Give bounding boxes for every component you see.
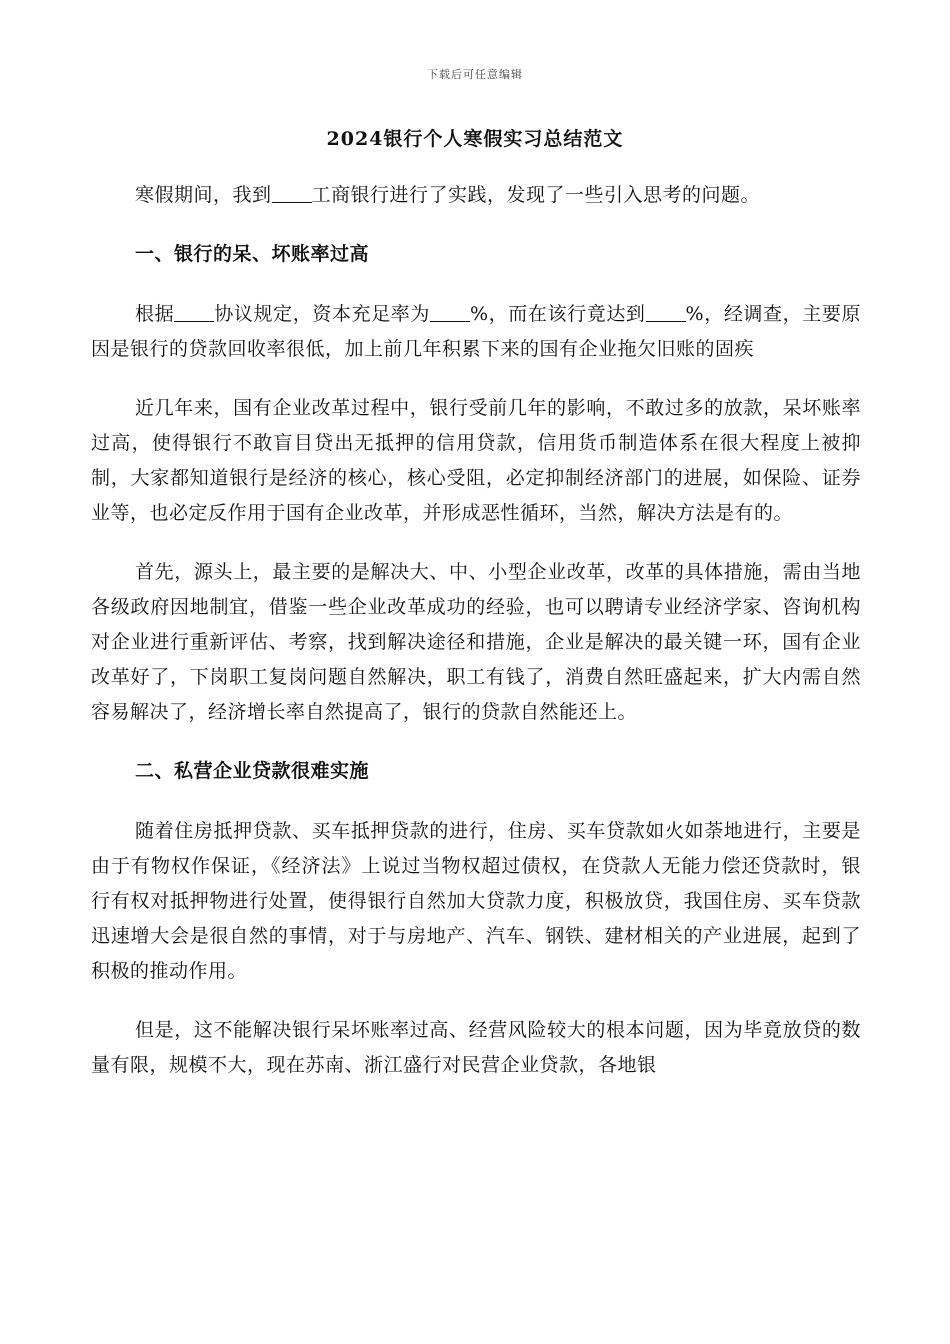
intro-paragraph: [91, 178, 861, 213]
document-title: 2024银行个人寒假实习总结范文: [326, 128, 624, 150]
intro-text-start: 寒假期间，我到: [135, 184, 272, 206]
p1-part4: %，经调查，主要原因是银行的贷款回收率很低，加上前几年积累下来的国有企业拖欠旧账的固疾: [91, 303, 861, 360]
fill-blank: [430, 302, 470, 322]
fill-blank: [272, 183, 312, 203]
paragraph-3: 首先，源头上，最主要的是解决大、中、小型企业改革，改革的具体措施，需由当地各级政府因地制宜，借鉴一些企业改革成功的经验，也可以聘请专业经济学家、咨询机构对企业进行重新评估、考察，找到解决途径和措施，企业是解决的最关键一环，国有企业改革好了，下岗职工复岗问题自然解决，职工有钱了，消费自然旺盛起来，扩大内需自然容易解决了，经济增长率自然提高了，银行的贷款自然能还上。: [91, 561, 861, 723]
paragraph-1: [91, 297, 861, 367]
paragraph-2: 近几年来，国有企业改革过程中，银行受前几年的影响，不敢过多的放款，呆坏账率过高，使得银行不敢盲目贷出无抵押的信用贷款，信用货币制造体系在很大程度上被抑制，大家都知道银行是经济的核心，核心受阻，必定抑制经济部门的进展，如保险、证券业等，也必定反作用于国有企业改革，并形成恶性循环，当然，解决方法是有的。: [91, 397, 861, 524]
p1-part1: 根据: [135, 303, 175, 325]
section-heading-2: 二、私营企业贷款很难实施: [135, 760, 370, 782]
page-header-note: 下载后可任意编辑: [427, 68, 523, 81]
p1-part3: %，而在该行竟达到: [470, 303, 646, 325]
fill-blank: [174, 302, 214, 322]
section-heading-1: 一、银行的呆、坏账率过高: [135, 243, 370, 265]
intro-text-end: 工商银行进行了实践，发现了一些引入思考的问题。: [311, 184, 761, 206]
paragraph-5: 但是，这不能解决银行呆坏账率过高、经营风险较大的根本问题，因为毕竟放贷的数量有限，规模不大，现在苏南、浙江盛行对民营企业贷款，各地银: [91, 1019, 861, 1076]
document-body: [91, 178, 861, 1107]
paragraph-4: 随着住房抵押贷款、买车抵押贷款的进行，住房、买车贷款如火如荼地进行，主要是由于有物权作保证，《经济法》上说过当物权超过债权，在贷款人无能力偿还贷款时，银行有权对抵押物进行处置，使得银行自然加大贷款力度，积极放贷，我国住房、买车贷款迅速增大会是很自然的事情，对于与房地产、汽车、钢铁、建材相关的产业进展，起到了积极的推动作用。: [91, 820, 861, 982]
fill-blank: [646, 302, 686, 322]
p1-part2: 协议规定，资本充足率为: [214, 303, 431, 325]
